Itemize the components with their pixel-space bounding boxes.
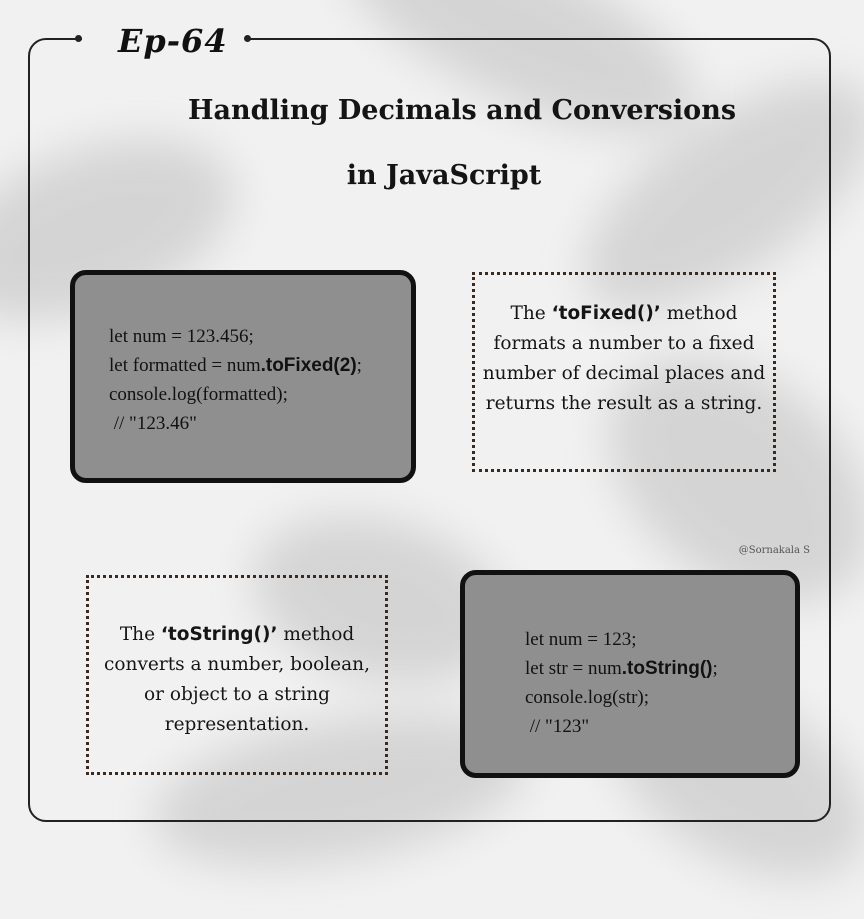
episode-label: Ep-64 [118, 22, 228, 60]
method-name: ‘toFixed()’ [551, 303, 661, 324]
code-line: let str = num.toString(); [525, 658, 718, 679]
code-line: console.log(str); [525, 687, 650, 708]
method-name: ‘toString()’ [160, 624, 278, 645]
code-line: let num = 123; [525, 629, 637, 650]
method-call: .toFixed(2) [260, 355, 357, 376]
tostring-description-card: The ‘toString()’ method converts a number, boolean, or object to a string representation. [86, 575, 388, 775]
code-line: let num = 123.456; [109, 326, 254, 347]
code-comment: // "123" [525, 716, 590, 737]
page-title-line2: in JavaScript [346, 160, 542, 191]
method-call: .toString() [621, 658, 713, 679]
tostring-code-card [460, 570, 800, 778]
code-line: console.log(formatted); [109, 384, 288, 405]
author-credit: @Sornakala S [738, 545, 810, 556]
tofixed-code-card [70, 270, 416, 483]
code-comment: // "123.46" [109, 413, 197, 434]
code-line: let formatted = num.toFixed(2); [109, 355, 362, 376]
frame-dot-left [75, 35, 82, 42]
tofixed-description-card: The ‘toFixed()’ method formats a number to a fixed number of decimal places and returns the result as a string. [472, 272, 776, 472]
frame-dot-right [244, 35, 251, 42]
page-title-line1: Handling Decimals and Conversions [187, 95, 737, 126]
